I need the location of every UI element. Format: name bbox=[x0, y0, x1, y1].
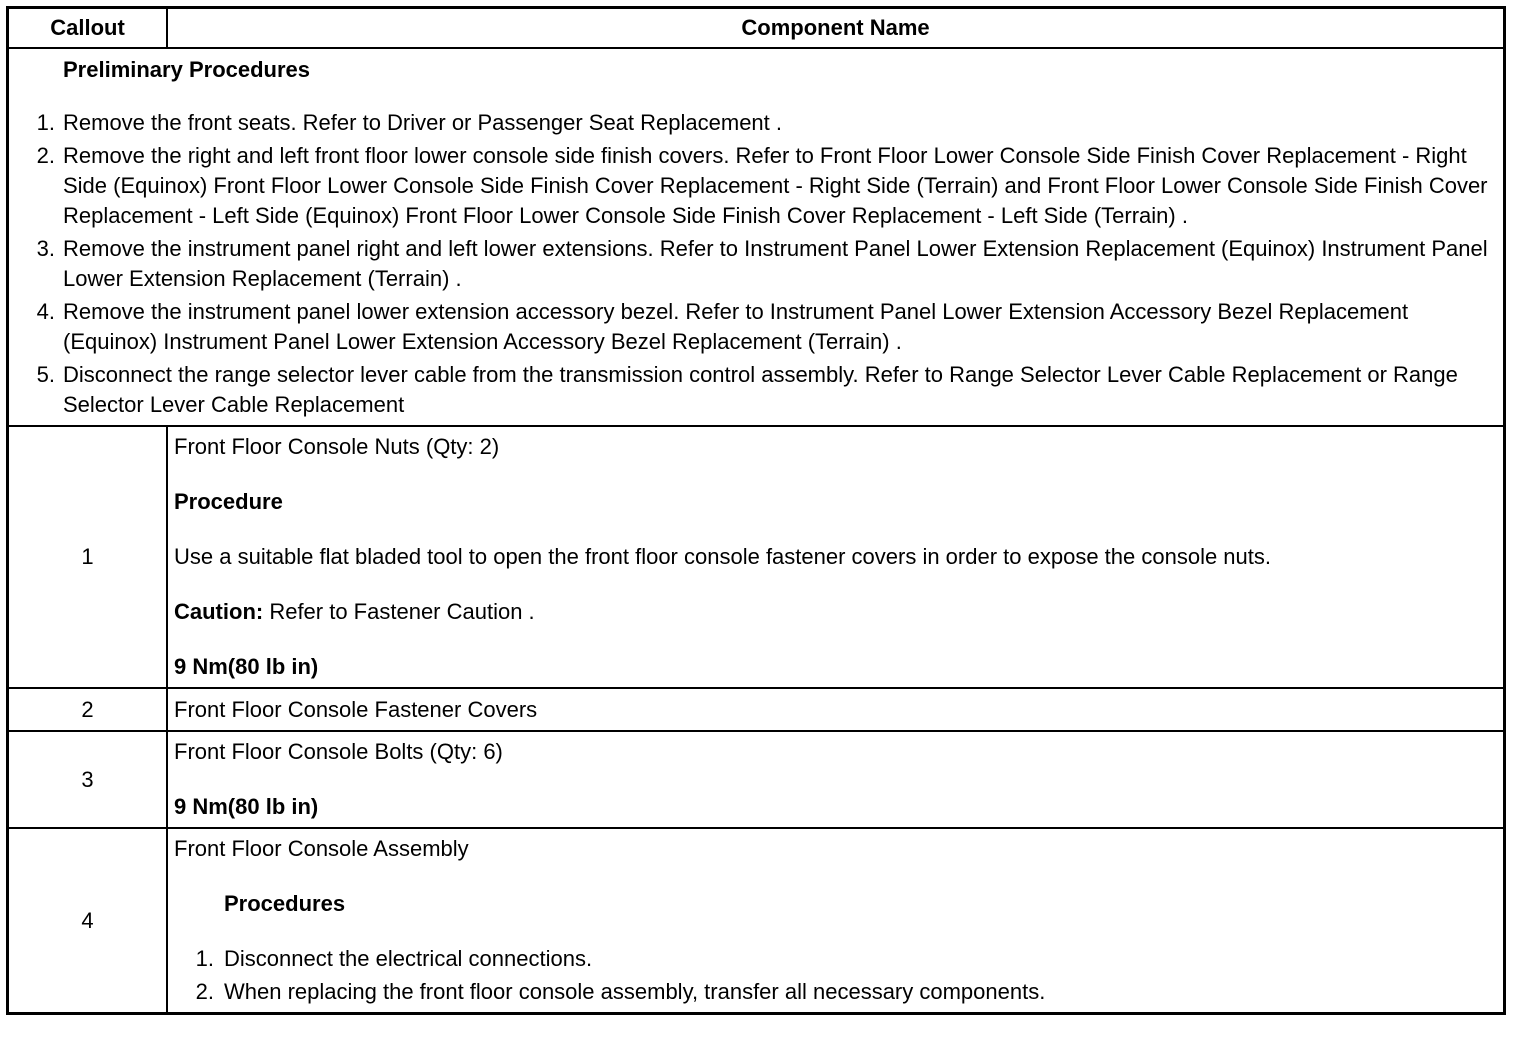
step-text: Remove the front seats. Refer to Driver or Passenger Seat Replacement . bbox=[63, 110, 782, 135]
caution-text: Refer to Fastener Caution . bbox=[263, 599, 535, 624]
preliminary-step bbox=[23, 360, 1489, 420]
preliminary-steps bbox=[23, 108, 1489, 420]
step-text: When replacing the front floor console assembly, transfer all necessary components. bbox=[224, 979, 1046, 1004]
torque-spec: 9 Nm(80 lb in) bbox=[174, 794, 319, 819]
component-name: Front Floor Console Assembly bbox=[174, 836, 469, 861]
component-name: Front Floor Console Bolts (Qty: 6) bbox=[174, 739, 503, 764]
sub-steps bbox=[174, 944, 1497, 1007]
component-cell bbox=[167, 688, 1503, 731]
sub-step bbox=[174, 944, 1497, 974]
component-name: Front Floor Console Nuts (Qty: 2) bbox=[174, 434, 500, 459]
procedures-label: Procedures bbox=[224, 891, 346, 916]
step-text: Remove the instrument panel right and left lower extensions. Refer to Instrument Panel Lower Extension Replacement (Equinox) Instrument Panel Lower Extension Replacement (Terrain) . bbox=[63, 236, 1488, 291]
component-name: Front Floor Console Fastener Covers bbox=[174, 696, 538, 722]
preliminary-row bbox=[9, 48, 1503, 426]
caution-line bbox=[174, 597, 1497, 627]
step-number: 2. bbox=[195, 979, 214, 1004]
callout-header: Callout bbox=[9, 9, 167, 48]
step-text: Disconnect the electrical connections. bbox=[224, 946, 593, 971]
step-number: 1. bbox=[36, 110, 55, 135]
component-name-header: Component Name bbox=[167, 9, 1503, 48]
callout-number: 1 bbox=[9, 426, 167, 688]
preliminary-procedures bbox=[9, 48, 1503, 426]
sub-step bbox=[174, 977, 1497, 1007]
preliminary-step bbox=[23, 108, 1489, 138]
table-row bbox=[9, 688, 1503, 731]
header-row bbox=[9, 9, 1503, 48]
component-table bbox=[9, 9, 1503, 1012]
component-cell bbox=[167, 731, 1503, 828]
callout-number: 3 bbox=[9, 731, 167, 828]
component-cell bbox=[167, 828, 1503, 1012]
step-number: 2. bbox=[36, 143, 55, 168]
preliminary-step bbox=[23, 234, 1489, 294]
step-number: 5. bbox=[36, 362, 55, 387]
step-text: Remove the right and left front floor lower console side finish covers. Refer to Front Floor Lower Console Side Finish Cover Replacement - Right Side (Equinox) Front Floor Lower Console Side Finish Cover Replacement - Right Side (Terrain) and Front Floor Lower Console Side Finish Cover Replacement - Left Side (Equinox) Front Floor Lower Console Side Finish Cover Replacement - Left Side (Terrain) . bbox=[63, 143, 1488, 228]
preliminary-step bbox=[23, 141, 1489, 231]
torque-spec: 9 Nm(80 lb in) bbox=[174, 654, 319, 679]
preliminary-step bbox=[23, 297, 1489, 357]
component-table-sheet bbox=[6, 6, 1506, 1015]
callout-number: 4 bbox=[9, 828, 167, 1012]
step-number: 3. bbox=[36, 236, 55, 261]
table-row bbox=[9, 731, 1503, 828]
table-row bbox=[9, 828, 1503, 1012]
step-number: 1. bbox=[195, 946, 214, 971]
callout-number: 2 bbox=[9, 688, 167, 731]
procedure-text: Use a suitable flat bladed tool to open the front floor console fastener covers in order to expose the console nuts. bbox=[174, 544, 1272, 569]
caution-label: Caution: bbox=[174, 599, 264, 624]
procedure-label: Procedure bbox=[174, 489, 283, 514]
component-cell bbox=[167, 426, 1503, 688]
table-row bbox=[9, 426, 1503, 688]
step-text: Disconnect the range selector lever cable from the transmission control assembly. Refer to Range Selector Lever Cable Replacement or Range Selector Lever Cable Replacement bbox=[63, 362, 1458, 417]
step-number: 4. bbox=[36, 299, 55, 324]
preliminary-title: Preliminary Procedures bbox=[63, 57, 311, 82]
step-text: Remove the instrument panel lower extension accessory bezel. Refer to Instrument Panel Lower Extension Accessory Bezel Replacement (Equinox) Instrument Panel Lower Extension Accessory Bezel Replacement (Terrain) . bbox=[63, 299, 1409, 354]
